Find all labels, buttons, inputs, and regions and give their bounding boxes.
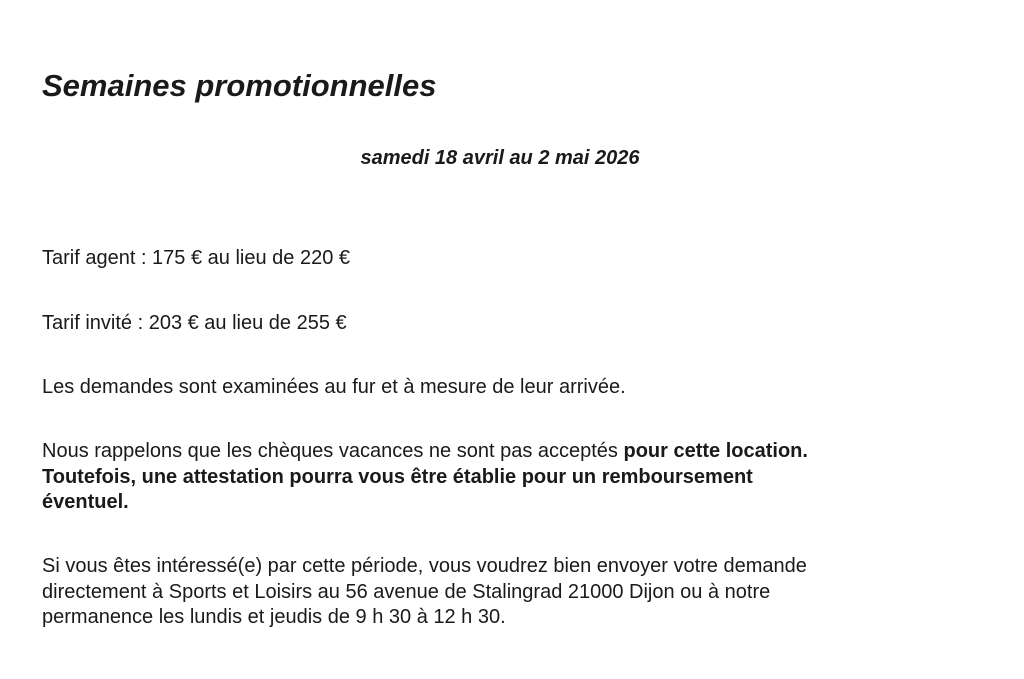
cheques-line-1-regular: Nous rappelons que les chèques vacances ne sont pas acceptés — [42, 440, 624, 462]
cheques-notice — [42, 439, 942, 516]
agent-rate: Tarif agent : 175 € au lieu de 220 € — [42, 247, 351, 269]
contact-info — [42, 554, 942, 631]
contact-line-3: permanence les lundis et jeudis de 9 h 30 à 12 h 30. — [42, 606, 506, 628]
cheques-line-2: Toutefois, une attestation pourra vous être établie pour un remboursement — [42, 465, 753, 488]
contact-line-2: directement à Sports et Loisirs au 56 avenue de Stalingrad 21000 Dijon ou à notre — [42, 580, 771, 603]
page-title: Semaines promotionnelles — [42, 68, 437, 103]
guest-rate: Tarif invité : 203 € au lieu de 255 € — [42, 312, 347, 334]
promotion-dates: samedi 18 avril au 2 mai 2026 — [360, 147, 640, 169]
cheques-line-1-bold: pour cette location. — [623, 440, 808, 462]
contact-line-1: Si vous êtes intéressé(e) par cette période, vous voudrez bien envoyer votre demande — [42, 555, 807, 577]
requests-note: Les demandes sont examinées au fur et à mesure de leur arrivée. — [42, 376, 626, 398]
cheques-line-3: éventuel. — [42, 491, 129, 513]
cheques-line-1 — [42, 439, 942, 465]
